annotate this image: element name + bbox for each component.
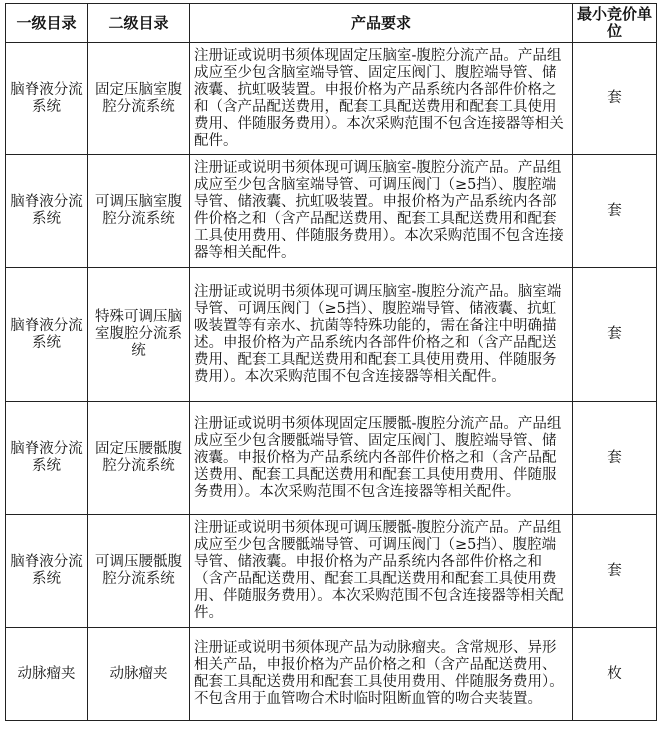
unit-cell: 套 (573, 515, 657, 628)
unit-cell: 套 (573, 402, 657, 515)
table-row (6, 628, 657, 721)
table-row (6, 515, 657, 628)
table-header (6, 4, 657, 43)
unit-cell: 枚 (573, 628, 657, 721)
level2-cell: 可调压脑室腹腔分流系统 (88, 155, 190, 268)
table-row (6, 155, 657, 268)
table-row (6, 402, 657, 515)
header-requirement: 产品要求 (190, 4, 573, 43)
level2-cell: 可调压腰骶腹腔分流系统 (88, 515, 190, 628)
header-level1: 一级目录 (6, 4, 88, 43)
level1-cell: 动脉瘤夹 (6, 628, 88, 721)
requirement-cell: 注册证或说明书须体现可调压腰骶-腹腔分流产品。产品组成应至少包含腰骶端导管、可调压阀门（≥5挡）、腹腔端导管、储液囊。申报价格为产品系统内各部件价格之和（含产品配送费用、配套工具配送费用和配套工具使用费用、伴随服务费用）。本次采购范围不包含连接器等相关配件。 (190, 515, 573, 628)
level2-cell: 特殊可调压脑室腹腔分流系统 (88, 268, 190, 402)
requirement-cell: 注册证或说明书须体现产品为动脉瘤夹。含常规形、异形相关产品，申报价格为产品价格之和（含产品配送费用、配套工具配送费用和配套工具使用费用、伴随服务费用）。不包含用于血管吻合术时临时阻断血管的吻合夹装置。 (190, 628, 573, 721)
level2-cell: 动脉瘤夹 (88, 628, 190, 721)
requirement-cell: 注册证或说明书须体现可调压脑室-腹腔分流产品。脑室端导管、可调压阀门（≥5挡）、腹腔端导管、储液囊、抗虹吸装置等有亲水、抗菌等特殊功能的，需在备注中明确描述。申报价格为产品系统内各部件价格之和（含产品配送费用、配套工具配送费用和配套工具使用费用、伴随服务费用）。本次采购范围不包含连接器等相关配件。 (190, 268, 573, 402)
requirement-cell: 注册证或说明书须体现可调压脑室-腹腔分流产品。产品组成应至少包含脑室端导管、可调压阀门（≥5挡）、腹腔端导管、储液囊、抗虹吸装置。申报价格为产品系统内各部件价格之和（含产品配送费用、配套工具配送费用和配套工具使用费用、伴随服务费用）。本次采购范围不包含连接器等相关配件。 (190, 155, 573, 268)
header-row (6, 4, 657, 43)
level1-cell: 脑脊液分流系统 (6, 155, 88, 268)
product-requirements-table (5, 3, 657, 721)
level2-cell: 固定压脑室腹腔分流系统 (88, 43, 190, 155)
level2-cell: 固定压腰骶腹腔分流系统 (88, 402, 190, 515)
level1-cell: 脑脊液分流系统 (6, 402, 88, 515)
table-row (6, 43, 657, 155)
requirement-cell: 注册证或说明书须体现固定压脑室-腹腔分流产品。产品组成应至少包含脑室端导管、固定压阀门、腹腔端导管、储液囊、抗虹吸装置。申报价格为产品系统内各部件价格之和（含产品配送费用，配套工具配送费用和配套工具使用费用、伴随服务费用）。本次采购范围不包含连接器等相关配件。 (190, 43, 573, 155)
level1-cell: 脑脊液分流系统 (6, 43, 88, 155)
header-unit: 最小竞价单位 (573, 4, 657, 43)
unit-cell: 套 (573, 43, 657, 155)
level1-cell: 脑脊液分流系统 (6, 515, 88, 628)
requirement-cell: 注册证或说明书须体现固定压腰骶-腹腔分流产品。产品组成应至少包含腰骶端导管、固定压阀门、腹腔端导管、储液囊。申报价格为产品系统内各部件价格之和（含产品配送费用、配套工具配送费用和配套工具使用费用、伴随服务费用）。本次采购范围不包含连接器等相关配件。 (190, 402, 573, 515)
header-level2: 二级目录 (88, 4, 190, 43)
unit-cell: 套 (573, 155, 657, 268)
unit-cell: 套 (573, 268, 657, 402)
level1-cell: 脑脊液分流系统 (6, 268, 88, 402)
table-body (6, 43, 657, 721)
table-row (6, 268, 657, 402)
